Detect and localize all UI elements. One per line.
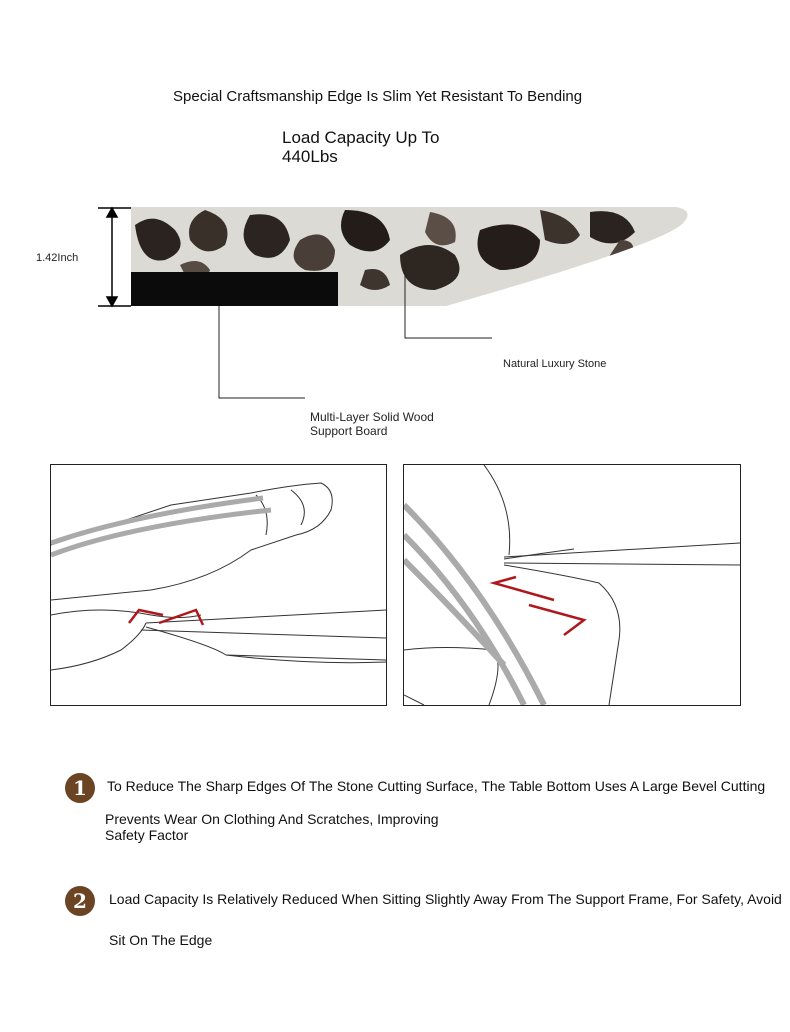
note-1-subtext-line2: Safety Factor [105,827,189,843]
stone-label: Natural Luxury Stone [503,358,607,370]
note-2-subtext: Sit On The Edge [109,932,213,948]
page-title: Special Craftsmanship Edge Is Slim Yet Resistant To Bending [173,88,583,105]
load-capacity-line1: Load Capacity Up To [282,128,440,147]
note-1-subtext [105,811,439,843]
load-capacity-value: 440Lbs [282,147,338,166]
note-2-text: Load Capacity Is Relatively Reduced When Sitting Slightly Away From The Support Frame, For Safety, Avoid [109,891,782,907]
leg-on-edge-illustration [404,465,740,705]
load-capacity-heading [282,128,440,166]
wood-board-label-line1: Multi-Layer Solid Wood [310,410,434,424]
note-2-number-badge: 2 [65,886,95,916]
wood-board-label [310,410,434,438]
illustration-panel-right [403,464,741,706]
stress-arrow-icon-2 [494,577,584,635]
thickness-label: 1.42Inch [36,252,79,264]
wood-board-label-line2: Support Board [310,424,388,438]
wood-leader-line [219,306,305,398]
arm-on-edge-illustration [51,465,386,705]
note-1-number-badge: 1 [65,773,95,803]
stress-arrow-icon [129,610,203,625]
note-1-subtext-line1: Prevents Wear On Clothing And Scratches, Improving [105,811,439,827]
note-1-text: To Reduce The Sharp Edges Of The Stone Cutting Surface, The Table Bottom Uses A Large Bevel Cutting [107,778,766,794]
illustration-panel-left [50,464,387,706]
tabletop-cross-section-diagram [0,190,790,410]
wood-support-board [131,272,338,306]
thickness-dimension-arrow [98,208,131,306]
